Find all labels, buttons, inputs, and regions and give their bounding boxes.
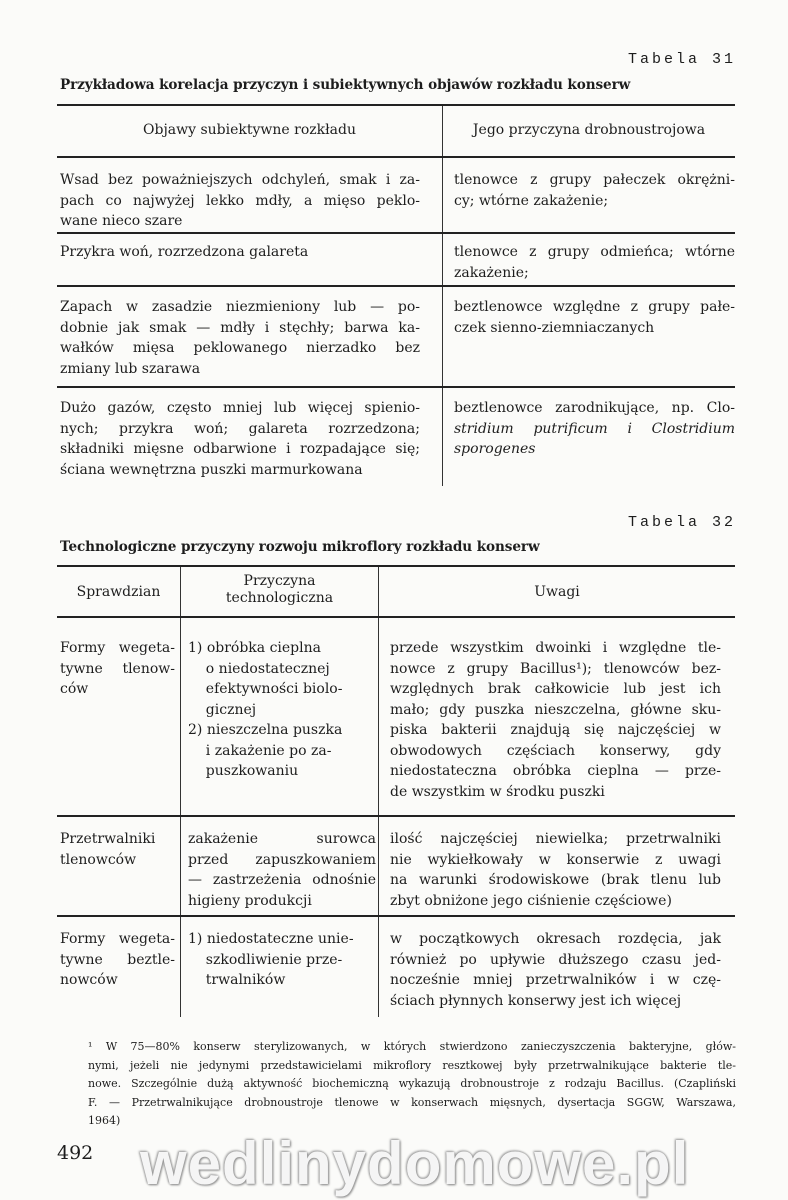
table-32-row-3-cause — [188, 929, 373, 991]
table-32-row-3-check — [60, 929, 175, 991]
text-line: szkodliwienie prze- — [188, 951, 343, 968]
table-31-row-rule — [57, 232, 735, 234]
text-line: nymi, jeżeli nie jedynymi przedstawicielami mikroflory resztkowej były przetrwalnikujące bakterie tle- — [88, 1058, 736, 1072]
text-line: wałków mięsa peklowanego nierzadko bez — [60, 340, 420, 356]
text-line: ilość najczęściej niewielka; przetrwalniki — [390, 831, 721, 847]
text-line: Wsad bez poważniejszych odchyleń, smak i za- — [60, 172, 420, 188]
text-line: nowce z grupy Bacillus¹); tlenowców bez- — [390, 660, 721, 677]
text-line: Formy wegeta- — [60, 931, 175, 947]
text-line: niedostateczna obróbka cieplna — prze- — [390, 763, 721, 779]
text-line: i zakażenie po za- — [188, 742, 332, 759]
table-31-row-4-symptoms — [60, 398, 420, 480]
text-line: również po upływie dłuższego czasu jed- — [390, 951, 721, 968]
table-31-header-rule — [57, 156, 735, 158]
text-line: technologiczna — [225, 590, 334, 606]
table-32-header-cause — [181, 573, 378, 607]
text-line: tywne tlenow- — [60, 660, 175, 677]
text-line: Przetrwalniki — [60, 831, 156, 847]
text-line: puszkowaniu — [188, 763, 299, 779]
table-31-row-3-symptoms — [60, 297, 420, 379]
table-32-header-remarks — [379, 582, 735, 603]
text-line: nowców — [60, 972, 118, 988]
text-line: Dużo gazów, często mniej lub więcej spienio- — [60, 400, 420, 416]
page-number: 492 — [57, 1142, 94, 1164]
table-32-header-rule — [57, 616, 735, 618]
table-32-header-check — [57, 582, 180, 603]
table-31-column-divider — [442, 106, 443, 486]
text-line: — zastrzeżenia odnośnie — [188, 872, 376, 888]
table-31-header-symptoms: Objawy subiektywne rozkładu — [143, 122, 356, 138]
table-32-column-divider — [180, 567, 181, 1017]
text-line: zbyt obniżone jego ciśnienie częściowe) — [390, 892, 672, 909]
table-31-row-2-symptoms — [60, 242, 420, 263]
table-32-label: Tabela 32 — [627, 514, 736, 531]
text-line: na warunki środowiskowe (brak tlenu lub — [390, 872, 721, 888]
text-line: gicznej — [188, 701, 257, 718]
text-line: ściach płynnych konserwy jest ich więcej — [390, 992, 682, 1009]
table-31-row-3-cause — [454, 297, 735, 338]
text-line: mało; gdy puszka nieszczelna, główne sku- — [390, 701, 721, 718]
text-line: czek sienno-ziemniaczanych — [454, 319, 655, 336]
text-line: Przyczyna — [243, 573, 316, 589]
text-line: Formy wegeta- — [60, 640, 175, 656]
table-32-row-2-cause — [188, 829, 376, 911]
text-line: piska bakterii znajdują się najczęściej w — [390, 722, 721, 738]
text-line: tywne beztle- — [60, 951, 175, 968]
text-line: zmiany lub szarawa — [60, 360, 201, 377]
text-line: trwalników — [188, 972, 286, 988]
text-line: o niedostatecznej — [188, 660, 330, 677]
text-line: nocześnie mniej przetrwalników i w czę- — [390, 972, 721, 988]
table-32-row-1-check — [60, 638, 175, 700]
text-line: 1) niedostateczne unie- — [188, 931, 354, 947]
text-line: względnych brak całkowicie lub jest ich — [390, 681, 721, 697]
table-31-title: Przykładowa korelacja przyczyn i subiektywnych objawów rozkładu konserw — [60, 77, 631, 93]
text-line: ściana wewnętrzna puszki marmurkowana — [60, 461, 363, 478]
text-line: nych; przykra woń; galareta rozrzedzona; — [60, 420, 420, 437]
text-line: Sprawdzian — [76, 584, 161, 600]
table-32-row-1-remarks — [390, 638, 721, 802]
text-line: beztlenowce względne z grupy pałe- — [454, 299, 735, 315]
text-line: w początkowych okresach rozdęcia, jak — [390, 931, 721, 947]
text-line: Przykra woń, rozrzedzona galareta — [60, 244, 309, 260]
text-line: tlenowce z grupy pałeczek okrężni- — [454, 172, 735, 188]
text-line: de wszystkim w środku puszki — [390, 783, 605, 800]
table-31-row-rule — [57, 285, 735, 287]
table-31-row-2-cause — [454, 242, 735, 283]
text-line: 1) obróbka cieplna — [188, 640, 321, 656]
table-32-row-1-cause — [188, 638, 373, 782]
text-line: efektywności biolo- — [188, 681, 343, 697]
table-31-row-1-cause — [454, 170, 735, 211]
table-31-label: Tabela 31 — [627, 51, 736, 68]
text-line: Uwagi — [534, 584, 580, 600]
text-line: przed zapuszkowaniem — [188, 851, 376, 868]
text-line: nie wykiełkowały w konserwie z uwagi — [390, 851, 721, 868]
text-line: cy; wtórne zakażenie; — [454, 192, 609, 209]
text-line: 1964) — [88, 1114, 121, 1127]
text-line: sporogenes — [454, 441, 536, 457]
table-32-row-rule — [57, 815, 735, 817]
text-line: higieny produkcji — [188, 892, 312, 909]
table-32-row-3-remarks — [390, 929, 721, 1011]
table-32-column-divider — [378, 567, 379, 1017]
table-31-row-4-cause — [454, 398, 735, 460]
table-32-row-2-check — [60, 829, 175, 870]
text-line: stridium putrificum i Clostridium — [454, 420, 735, 437]
text-line: wane nieco szare — [60, 213, 183, 229]
text-line: Zapach w zasadzie niezmieniony lub — po- — [60, 299, 420, 315]
text-line: obwodowych częściach konserwy, gdy — [390, 742, 721, 759]
text-line: ¹ W 75—80% konserw sterylizowanych, w których stwierdzono zanieczyszczenia bakteryjne, głów- — [88, 1040, 736, 1053]
table-31-row-rule — [57, 386, 735, 388]
text-line: ców — [60, 681, 89, 697]
text-line: beztlenowce zarodnikujące, np. Clo- — [454, 400, 735, 416]
table-32-row-2-remarks — [390, 829, 721, 911]
text-line: składniki mięsne odbarwione i rozpadające się; — [60, 441, 420, 457]
watermark: wedlinydomowe.pl — [140, 1130, 690, 1197]
table-31-row-1-symptoms — [60, 170, 420, 232]
text-line: zakażenie surowca — [188, 831, 376, 847]
text-line: pach co najwyżej lekko mdły, a mięso peklo- — [60, 192, 420, 209]
text-line: tlenowce z grupy odmieńca; wtórne — [454, 244, 735, 260]
text-line: zakażenie; — [454, 264, 529, 281]
text-line: 2) nieszczelna puszka — [188, 722, 343, 738]
text-line: tlenowców — [60, 851, 137, 868]
table-31-header-cause: Jego przyczyna drobnoustrojowa — [472, 122, 706, 138]
table-32-row-rule — [57, 915, 735, 917]
text-line: nowe. Szczególnie dużą aktywność biochemiczną wykazują drobnoustroje z rodzaju Bacillus. (Czapliński — [88, 1077, 736, 1090]
footnote — [88, 1038, 736, 1131]
table-32-top-rule — [57, 565, 735, 567]
text-line: dobnie jak smak — mdły i stęchły; barwa ka- — [60, 319, 420, 336]
table-32-title: Technologiczne przyczyny rozwoju mikroflory rozkładu konserw — [60, 539, 540, 555]
text-line: przede wszystkim dwoinki i względne tle- — [390, 640, 721, 656]
table-31-top-rule — [57, 104, 735, 106]
text-line: F. — Przetrwalnikujące drobnoustroje tlenowe w konserwach mięsnych, dysertacja SGGW, Warszawa, — [88, 1095, 736, 1109]
